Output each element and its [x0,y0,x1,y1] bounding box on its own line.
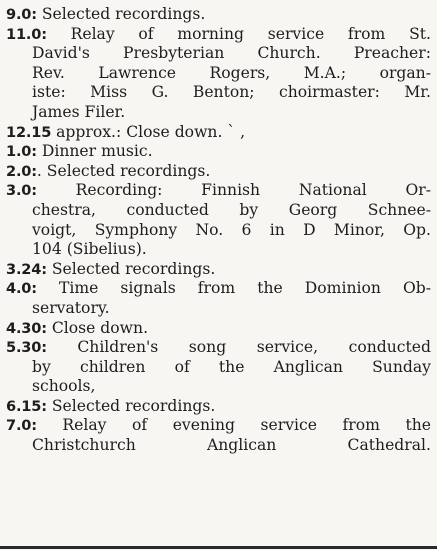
entry-text: Dinner music. [41,142,153,161]
programme-entry [6,397,431,417]
entry-text: Close down. [51,318,149,337]
entry-text: David's Presbyterian Church. Preacher: [32,44,431,63]
entry-time: 12.15 [6,123,52,141]
entry-text: Relay of evening service from the [62,416,431,435]
entry-text: Rev. Lawrence Rogers, M.A.; organ- [32,63,431,82]
entry-time: 2.0: [6,162,37,180]
entry-text: Selected recordings. [51,396,216,415]
entry-text: voigt, Symphony No. 6 in D Minor, Op. [32,220,431,239]
entry-text: . Selected recordings. [36,161,211,180]
programme-entry [6,162,431,182]
entry-time: 3.0: [6,182,37,200]
entry-text: James Filer. [32,102,126,121]
entry-text: schools, [32,377,96,396]
programme-entry [6,181,431,259]
entry-time: 3.24: [6,260,47,278]
entry-time: 5.30: [6,339,47,357]
entry-time: 4.30: [6,319,47,337]
entry-text: approx.: Close down. ` , [56,122,246,141]
entry-time: 6.15: [6,397,47,415]
entry-text: iste: Miss G. Benton; choirmaster: Mr. [32,83,431,102]
entry-text: Christchurch Anglican Cathedral. [32,436,431,455]
programme-entry [6,5,431,25]
column-rule [0,546,437,549]
programme-entry [6,319,431,339]
entry-time: 7.0: [6,417,37,435]
entry-text: 104 (Sibelius). [32,240,147,259]
entry-text: by children of the Anglican Sunday [32,357,431,376]
programme-entry [6,25,431,123]
entry-text: chestra, conducted by Georg Schnee- [32,200,431,219]
programme-entry [6,142,431,162]
entry-text: Children's song service, conducted [77,338,431,357]
entry-text: Relay of morning service from St. [70,24,431,43]
entry-text: Selected recordings. [51,259,216,278]
programme-entry [6,260,431,280]
programme-entry [6,279,431,318]
entry-text: Time signals from the Dominion Ob- [58,279,431,298]
entry-text: Selected recordings. [41,5,206,23]
programme-entry [6,416,431,455]
entry-time: 4.0: [6,280,37,298]
entry-time: 1.0: [6,143,37,161]
entry-text: Recording: Finnish National Or- [75,181,431,200]
entry-text: servatory. [32,298,110,317]
entry-time: 9.0: [6,6,37,23]
programme-entry [6,123,431,143]
entry-time: 11.0: [6,25,47,43]
programme-entry [6,338,431,397]
